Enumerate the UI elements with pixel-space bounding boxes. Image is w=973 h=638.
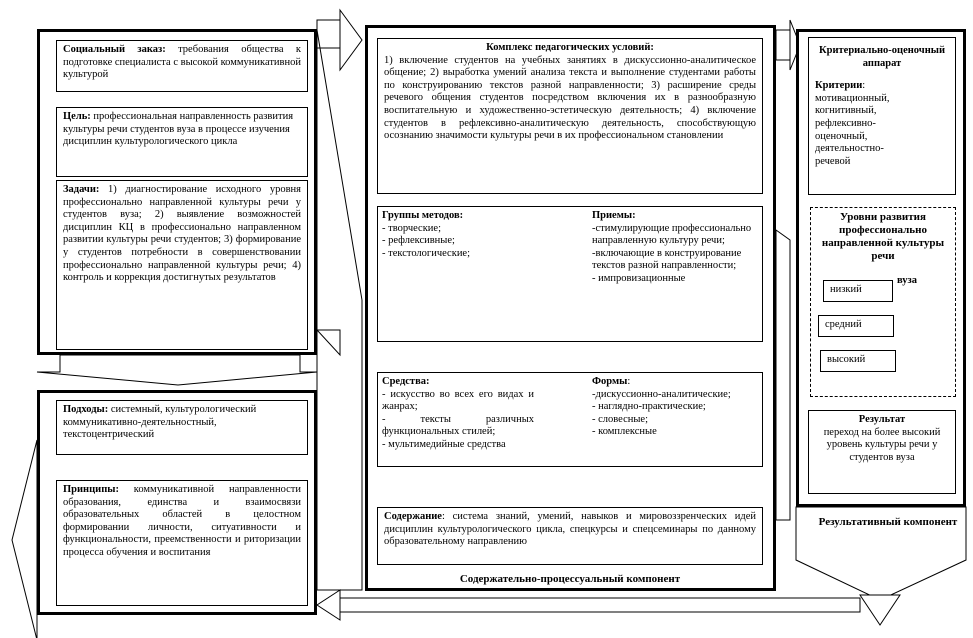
social-order-text: требования общества к подготовке специалиста с высокой коммуникативной культурой [63, 44, 302, 81]
forms-title: Формы [592, 376, 628, 387]
goal-box [56, 107, 308, 177]
conditions-text: 1) включение студентов на учебных занятиях в дискуссионно-аналитическое общение; 2) выработка умений анализа текста и выполнение студентами работы по конструированию текстов разной направленности; 3) расширение среды речевого общения студентов посредством включения их в разнообразную воспитательную и художественно-эстетическую деятельность; 4) включение студентов в рефлексивно-аналитическую деятельность, способствующую осознанию значимости культуры речи в их профессиональном становлении [384, 54, 756, 142]
level-low: низкий [823, 280, 893, 302]
means-item: - искусство во всех его видах и жанрах; [382, 388, 534, 413]
method-item: - рефлексивные; [382, 235, 455, 247]
criteria-item: рефлексивно- [815, 117, 876, 129]
means-title: Средства: [382, 376, 430, 387]
criteria-box: Критериально-оценочный аппарат Критерии: мотивационный, когнитивный, рефлексивно- оценочный, деятельностно- речевой [808, 37, 956, 195]
means-section [382, 376, 534, 452]
method-item: - творческие; [382, 222, 441, 234]
goal-label: Цель: [63, 111, 91, 122]
technique-item: -включающие в конструирование текстов разной направленности; [592, 247, 742, 272]
criteria-item: речевой [815, 155, 851, 167]
left-big-arrow-icon [12, 440, 37, 638]
techniques-section [592, 210, 760, 286]
content-process-component-caption: Содержательно-процессуальный компонент [459, 573, 681, 585]
principles-text: коммуникативной направленности образования, единства и взаимосвязи образовательных областей в целостном формировании личности, ситуативности и функциональности, преемственности и риторизации процесса обучения и воспитания [63, 484, 301, 558]
right-chevron-band [317, 30, 362, 590]
level-high: высокий [820, 350, 896, 372]
bottom-return-shaft [340, 598, 860, 612]
result-title: Результат [858, 414, 906, 425]
technique-item: -стимулирующие профессионально направленную культуру речи; [592, 222, 752, 247]
social-order-label: Социальный заказ: [63, 44, 166, 55]
apparatus-title: Критериально-оценочный аппарат [819, 45, 945, 69]
result-component-caption: Результативный компонент [818, 516, 958, 528]
form-item: - наглядно-практические; [592, 401, 706, 413]
result-down-arrow-icon [860, 595, 900, 625]
result-text: переход на более высокий уровень культуры речи у студентов вуза [823, 426, 941, 463]
left-return-arrow-icon [317, 590, 340, 620]
means-item: - мультимедийные средства [382, 438, 506, 450]
criteria-item: когнитивный, [815, 105, 877, 117]
technique-item: - импровизационные [592, 272, 686, 284]
block-down-arrow-icon [37, 355, 317, 385]
approaches-text: системный, культурологический коммуникативно-деятельностный, текстоцентрический [63, 404, 257, 441]
content-label: Содержание [384, 511, 442, 522]
principles-box [56, 480, 308, 606]
level-medium: средний [818, 315, 894, 337]
approaches-box [56, 400, 308, 455]
levels-title-suffix: вуза [897, 275, 918, 286]
method-item: - текстологические; [382, 247, 471, 259]
content-box [377, 507, 763, 565]
principles-label: Принципы: [63, 484, 119, 495]
result-box [808, 410, 956, 494]
center-right-band [776, 230, 790, 520]
left-right-connector-top [317, 20, 340, 48]
conditions-box [377, 38, 763, 194]
approaches-label: Подходы: [63, 404, 109, 415]
center-right-connector [776, 30, 790, 60]
methods-section [382, 210, 532, 260]
techniques-title: Приемы: [592, 210, 636, 221]
right-chevron-icon [340, 10, 362, 70]
means-item: - тексты различных функциональных стилей; [382, 413, 534, 438]
social-order-box [56, 40, 308, 92]
criteria-label: Критерии [815, 80, 863, 92]
tasks-text: 1) диагностирование исходного уровня профессионально направленной культуры речи у студентов вуза; 2) выявление возможностей дисциплин КЦ в профессионально направленном развитии культуры речи студентов; 3) формирование у студентов потребности в совершенствовании профессионально направленной культуры речи; 4) контроль и коррекция достигнутых результатов [63, 184, 301, 284]
form-item: - словесные; [592, 413, 649, 425]
criteria-item: оценочный, [815, 130, 868, 142]
criteria-item: деятельностно- [815, 143, 884, 155]
forms-section: Формы: -дискуссионно-аналитические; - наглядно-практические; - словесные; - комплексные [592, 376, 760, 439]
tasks-label: Задачи: [63, 184, 100, 195]
methods-title: Группы методов: [382, 210, 464, 221]
levels-title: Уровни развития профессионально направленной культуры речи [821, 211, 945, 262]
conditions-title: Комплекс педагогических условий: [486, 42, 654, 53]
criteria-item: мотивационный, [815, 92, 890, 104]
content-text: : система знаний, умений, навыков и мировоззренческих идей дисциплин культурологического цикла, спецкурсы и спецсеминары по данному образовательному направлению [384, 511, 756, 548]
goal-text: профессиональная направленность развития культуры речи студентов вуза в процессе изучения дисциплин культурологического цикла [63, 111, 294, 148]
tasks-box [56, 180, 308, 350]
form-item: -дискуссионно-аналитические; [592, 388, 731, 400]
form-item: - комплексные [592, 426, 657, 438]
